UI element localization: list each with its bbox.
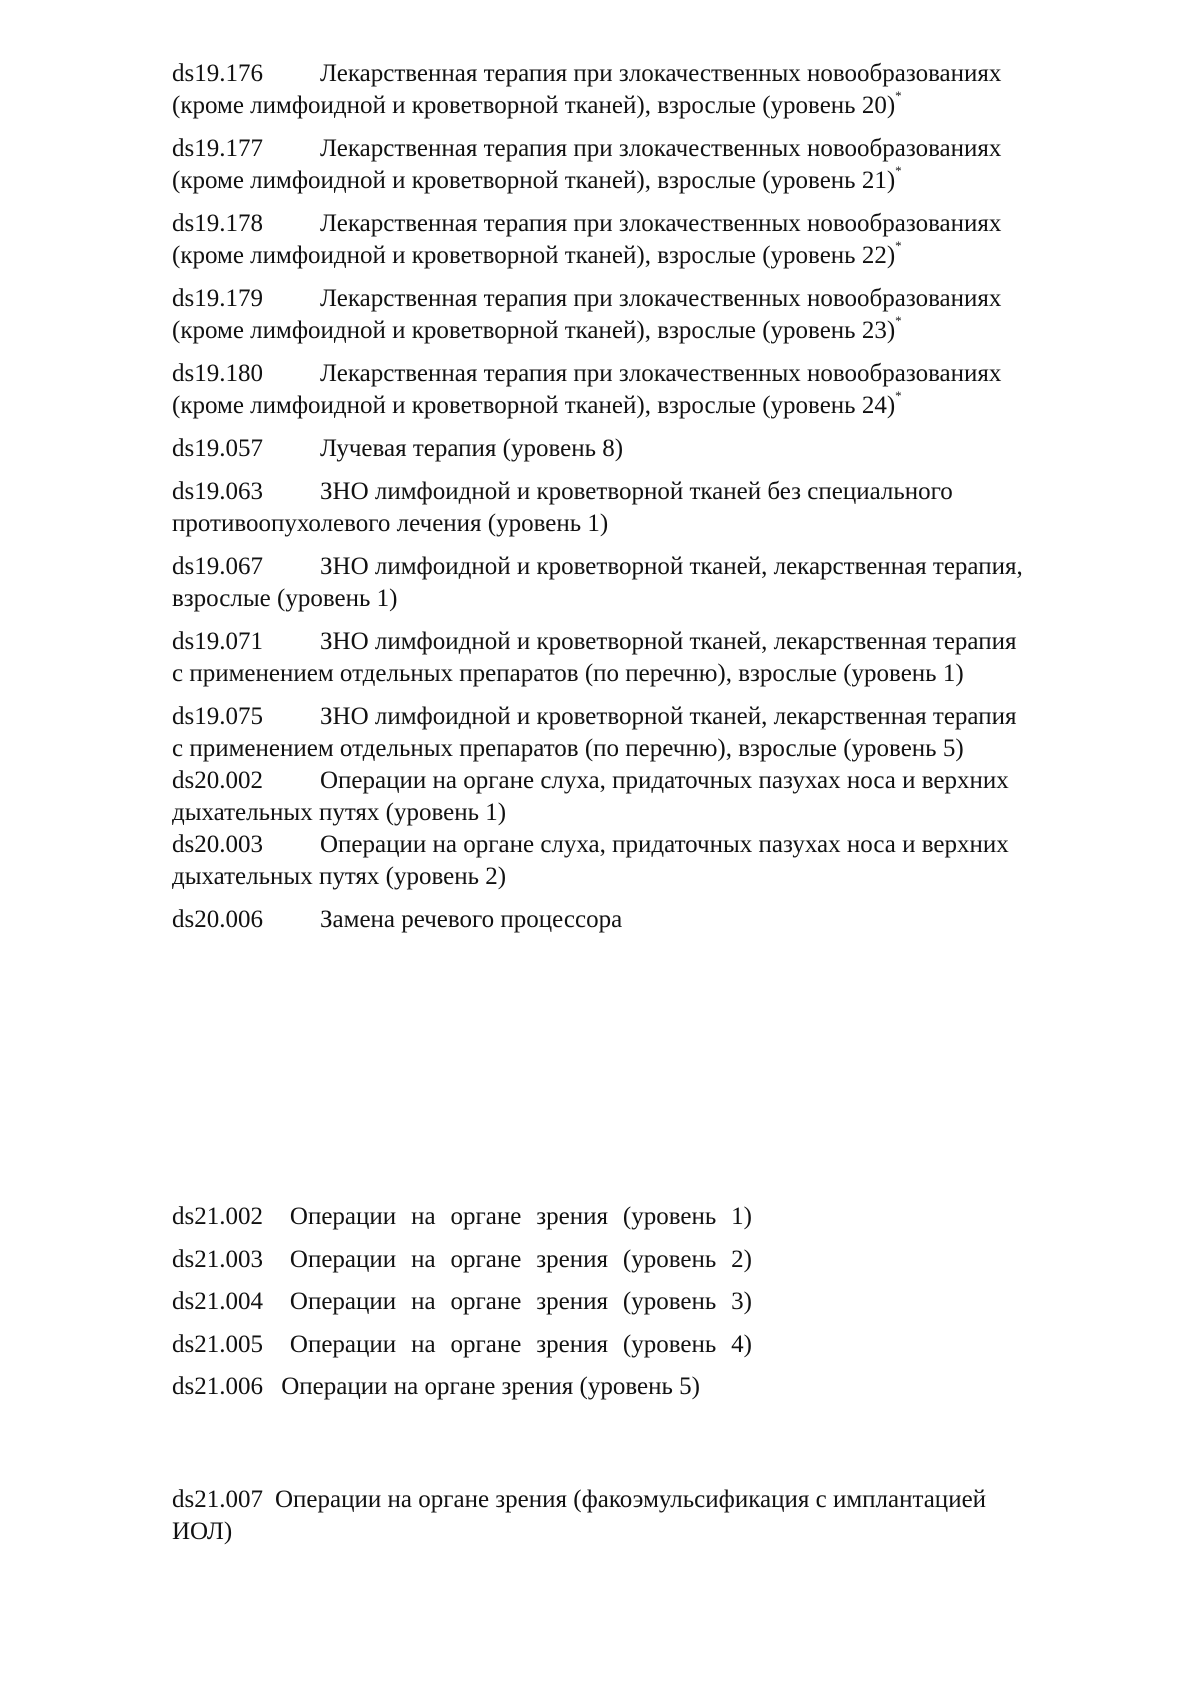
entry-code: ds19.057 [172, 435, 263, 462]
entry-text: Замена речевого процессора [320, 906, 623, 933]
entry-text: Операции на органе зрения (уровень 5) [281, 1373, 700, 1400]
entry-text: Операции на органе зрения (уровень 1) [289, 1203, 752, 1230]
eye-surgery-block [172, 1196, 752, 1409]
entry-code: ds20.003 [172, 831, 263, 858]
entry-text: Лекарственная терапия при злокачественных новообразованиях (кроме лимфоидной и кроветворной тканей), взрослые (уровень 20) [172, 60, 1002, 119]
entry-code: ds21.004 [172, 1288, 263, 1315]
entry-text: ЗНО лимфоидной и кроветворной тканей, лекарственная терапия с применением отдельных препаратов (по перечню), взрослые (уровень 5) [172, 703, 1017, 762]
entry-code: ds21.006 [172, 1373, 263, 1400]
entry-code: ds19.180 [172, 360, 263, 387]
entry-text: Операции на органе зрения (уровень 2) [289, 1245, 752, 1273]
entry-code: ds19.179 [172, 285, 263, 312]
entry-text: Лекарственная терапия при злокачественных новообразованиях (кроме лимфоидной и кроветворной тканей), взрослые (уровень 22) [172, 210, 1002, 269]
list-item [172, 433, 1032, 465]
entry-code: ds21.002 [172, 1203, 263, 1230]
list-item [172, 1484, 1032, 1548]
entry-code: ds19.178 [172, 210, 263, 237]
list-item [172, 765, 1032, 829]
list-item [172, 904, 1032, 936]
entry-text: Операции на органе слуха, придаточных пазухах носа и верхних дыхательных путях (уровень 1) [172, 767, 1009, 826]
list-item [172, 701, 1032, 765]
entry-text: Операции на органе зрения (уровень 4) [289, 1330, 752, 1358]
entry-text: Операции на органе зрения (уровень 3) [289, 1288, 752, 1315]
entry-code: ds19.071 [172, 628, 263, 655]
entry-text: Лекарственная терапия при злокачественных новообразованиях (кроме лимфоидной и кроветворной тканей), взрослые (уровень 21) [172, 135, 1002, 194]
entry-text: ЗНО лимфоидной и кроветворной тканей, лекарственная терапия, взрослые (уровень 1) [172, 553, 1023, 612]
list-item [172, 476, 1032, 540]
list-item [172, 208, 1032, 272]
footnote-mark: * [895, 238, 902, 253]
entry-text: Лекарственная терапия при злокачественных новообразованиях (кроме лимфоидной и кроветворной тканей), взрослые (уровень 23) [172, 285, 1002, 344]
entry-code: ds21.007 [172, 1486, 263, 1513]
entry-text: Операции на органе зрения (факоэмульсификация с имплантацией ИОЛ) [172, 1486, 987, 1545]
document-page [172, 58, 1032, 947]
footnote-mark: * [895, 313, 902, 328]
footnote-mark: * [895, 88, 902, 103]
entry-text: Лекарственная терапия при злокачественных новообразованиях (кроме лимфоидной и кроветворной тканей), взрослые (уровень 24) [172, 360, 1002, 419]
footnote-mark: * [895, 388, 902, 403]
entry-text: ЗНО лимфоидной и кроветворной тканей, лекарственная терапия с применением отдельных препаратов (по перечню), взрослые (уровень 1) [172, 628, 1017, 687]
entry-text: Лучевая терапия (уровень 8) [320, 435, 624, 462]
entry-code: ds19.067 [172, 553, 263, 580]
entry-code: ds20.002 [172, 767, 263, 794]
entry-code: ds19.063 [172, 478, 263, 505]
list-item [172, 551, 1032, 615]
entry-code: ds19.177 [172, 135, 263, 162]
entry-code: ds21.005 [172, 1330, 263, 1358]
footnote-mark: * [895, 163, 902, 178]
entry-text: Операции на органе слуха, придаточных пазухах носа и верхних дыхательных путях (уровень 2) [172, 831, 1009, 890]
entry-code: ds19.075 [172, 703, 263, 730]
entry-code: ds21.003 [172, 1245, 263, 1273]
list-item [172, 358, 1032, 422]
list-item [172, 58, 1032, 122]
list-item [172, 829, 1032, 893]
entry-code: ds19.176 [172, 60, 263, 87]
list-item [172, 133, 1032, 197]
list-item [172, 626, 1032, 690]
list-item [172, 283, 1032, 347]
entry-code: ds20.006 [172, 906, 263, 933]
entry-text: ЗНО лимфоидной и кроветворной тканей без специального противоопухолевого лечения (уровень 1) [172, 478, 953, 537]
